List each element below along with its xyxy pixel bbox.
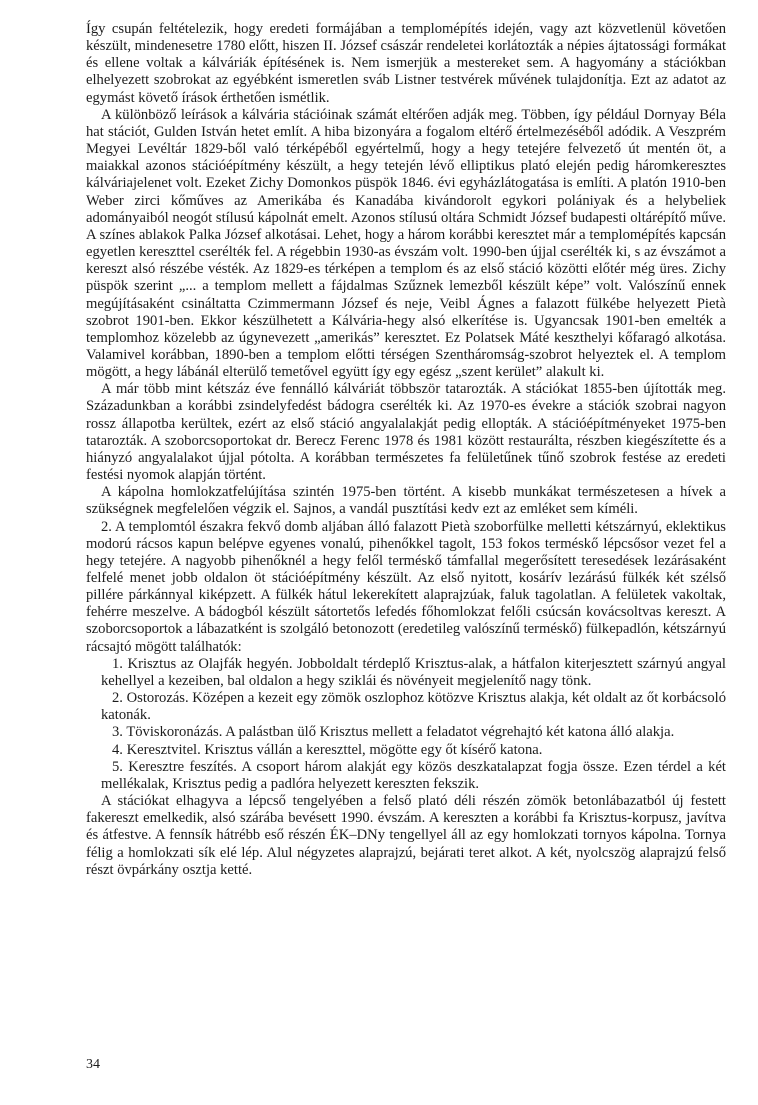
paragraph: A már több mint kétszáz éve fennálló kálváriát többször tatarozták. A stációkat 1855-ben újították meg. Századunkban a korábbi zsindelyfedést bádogra cserélték ki. Az 1970-es évekre a stációk szobrai nagyon rossz állapotba kerültek, ezért az első stáció angyalalakját pedig ellopták. A stációépítményeket 1975-ben tatarozták. A szoborcsoportokat dr. Berecz Ferenc 1978 és 1981 között restaurálta, részben kiegészítette és a hiányzó angyalalakot újjal pótolta. A korábban természetes fa felületűnek tűnő szobrok festése az eredeti festési nyomok alapján történt.: [86, 381, 726, 484]
page-number: 34: [86, 1057, 100, 1072]
body-text: [86, 21, 726, 879]
list-item: 3. Töviskoronázás. A palástban ülő Krisztus mellett a feladatot végrehajtó két katona álló alakja.: [112, 724, 675, 741]
paragraph: Így csupán feltételezik, hogy eredeti formájában a templomépítés idején, vagy azt közvetlenül követően készült, mindenesetre 1780 előtt, hiszen II. József császár rendeletei korlátozták a népies ájtatossági formákat és ellene voltak a kálváriák építésének is. Nem ismerjük a mestereket sem. A hagyomány a stációkban elhelyezett szobrokat az egyébként ismeretlen sváb Listner testvérek művének tulajdonítja. Ezt az adatot az egymást követő írások érthetően ismétlik.: [86, 21, 726, 106]
paragraph: 2. A templomtól északra fekvő domb aljában álló falazott Pietà szoborfülke melletti kétszárnyú, eklektikus modorú rácsos kapun belépve egyenes vonalú, pihenőkkel tagolt, 153 fokos terméskő lépcsősor vezet fel a hegy tetejére. A nagyobb pihenőknél a hegy felől terméskő támfallal megerősített teresedések lezárásaként felfelé menet jobb oldalon öt stációépítmény készült. Az első nyitott, kosárív lezárású fülkék két szélső pillére párkánnyal kiképzett. A fülkék hátul lekerekített alaprajzúak, faluk tagolatlan. A felületek vakoltak, fehérre meszelve. A bádogból készült sátortetős lefedés főhomlokzat felőli csúcsán kovácsoltvas kereszt. A szoborcsoportok a lábazatként is szolgáló betonozott (eredetileg valószínű terméskő) fülkepadlón, kétszárnyú rácsajtó mögött találhatók:: [86, 518, 726, 655]
paragraph: A kápolna homlokzatfelújítása szintén 1975-ben történt. A kisebb munkákat természetesen a hívek a szükségnek megfelelően végzik el. Sajnos, a vandál pusztítási kedv ezt az emléket sem kíméli.: [86, 484, 726, 518]
paragraph: A különböző leírások a kálvária stációinak számát eltérően adják meg. Többen, így például Dornyay Béla hat stációt, Gulden István hetet említ. A hiba bizonyára a fogalom eltérő értelmezéséből adódik. A Veszprém Megyei Levéltár 1829-ből való térképéből egyértelmű, hogy a hegy tetejére felvezető út mentén öt, a maiakkal azonos stációépítmény készült, a hegy tetején lévő elliptikus plató elején pedig háromkeresztes kálváriajelenet volt. Ezeket Zichy Domonkos püspök 1846. évi egyházlátogatása is említi. A platón 1910-ben Weber zirci kőműves az Amerikába és Kanadába kivándorolt egykori polániyak és a helybeliek adományaiból neogót stílusú kápolnát emelt. Azonos stílusú oltára Schmidt József budapesti oltárépítő műve. A színes ablakok Palka József alkotásai. Lehet, hogy a három korábbi keresztet már a templomépítés kapcsán egyetlen kereszttel cserélték fel. A régebbin 1930-as évszám volt. 1990-ben újjal cserélték ki, s az évszámot a kereszt alsó részébe vésték. Az 1829-es térképen a templom és az első stáció közötti előtér még üres. Zichy püspök szerint „... a templom mellett a fájdalmas Szűznek lemezből készült képe” volt. Valószínű ennek megújításaként csináltatta Czimmermann József és neje, Veibl Ágnes a falazott fülkébe helyezett Pietà szobrot 1901-ben. Ekkor készülhetett a Kálvária-hegy alsó elkerítése is. Ugyancsak 1901-ben emelték a templomhoz közelebb az úgynevezett „amerikás” keresztet. Ez Polatsek Máté keszthelyi kőfaragó alkotása. Valamivel korábban, 1890-ben a templom előtti térségen Szentháromság-szobrot helyeztek el. A templom mögött, a hegy lábánál elterülő temetővel együtt így egy egész „szent kerület” alakult ki.: [86, 106, 726, 381]
list-item: 5. Keresztre feszítés. A csoport három alakját egy közös deszkatalapzat fogja össze. Ezen térdel a két mellékalak, Krisztus pedig a padlóra helyezett kereszten fekszik.: [101, 758, 726, 792]
paragraph: A stációkat elhagyva a lépcső tengelyében a felső plató déli részén zömök betonlábazatból új festett fakereszt emelkedik, alsó szárába bevésett 1990. évszám. A kereszten a korábbi fa Krisztus-korpusz, javítva és átfestve. A fennsík hátrébb eső részén ÉK–DNy tengellyel áll az egy homlokzati tornyos kápolna. Tornya félig a homlokzati sík elé lép. Alul négyzetes alaprajzú, bejárati teret alkot. A két, nyolcszög alaprajzú felső részt övpárkány osztja ketté.: [86, 793, 726, 878]
list-item: 4. Keresztvitel. Krisztus vállán a kereszttel, mögötte egy őt kísérő katona.: [112, 741, 543, 758]
list-item: 1. Krisztus az Olajfák hegyén. Jobboldalt térdeplő Krisztus-alak, a hátfalon kiterjesztett szárnyú angyal kehellyel a kezeiben, bal oldalon a hegy sziklái és növényeit megjelenítő nagy tönk.: [101, 655, 726, 689]
list-item: 2. Ostorozás. Középen a kezeit egy zömök oszlophoz kötözve Krisztus alakja, két oldalt az őt korbácsoló katonák.: [101, 690, 726, 724]
